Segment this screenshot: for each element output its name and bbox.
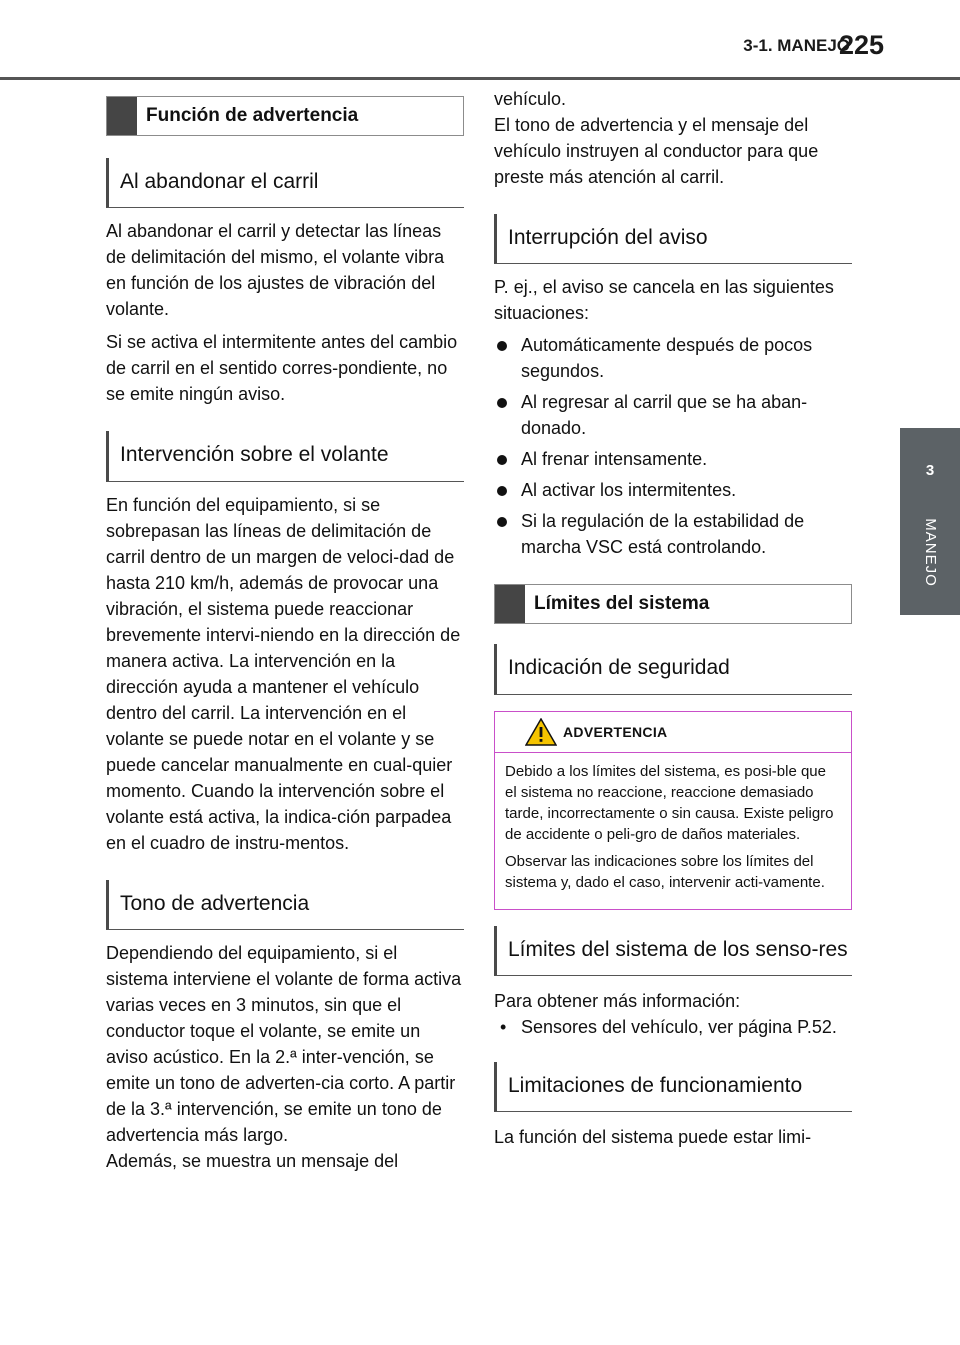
subheading-interrupcion: Interrupción del aviso (494, 214, 852, 264)
warning-body (495, 753, 851, 909)
subheading-seguridad: Indicación de seguridad (494, 644, 852, 694)
section-heading-title: Función de advertencia (146, 105, 359, 126)
bullet-dot-icon: • (500, 1016, 507, 1037)
list-item: Automáticamente después de pocos segundos. (494, 332, 852, 384)
subheading-tono: Tono de advertencia (106, 880, 464, 930)
warning-header (495, 712, 851, 753)
chapter-tab-label: MANEJO (921, 518, 939, 587)
heading-bar (107, 97, 137, 135)
paragraph: P. ej., el aviso se cancela en las siguientes situaciones: (494, 277, 834, 324)
bullet-dot-icon (497, 486, 507, 496)
paragraph: El tono de advertencia y el mensaje del vehículo instruyen al conductor para que preste más atención al carril. (494, 115, 819, 187)
bullet-list (494, 332, 852, 560)
left-column (106, 96, 464, 1174)
warning-paragraph: Debido a los límites del sistema, es posi-ble que el sistema no reaccione, reaccione demasiado tarde, incorrectamente o sin causa. Existe peligro de accidente o peli-gro de daños materiales. (505, 762, 834, 843)
chapter-tab-number: 3 (925, 462, 935, 479)
section-title: 3-1. MANEJO (743, 36, 850, 55)
bullet-dot-icon (497, 517, 507, 527)
paragraph: Además, se muestra un mensaje del (106, 1150, 399, 1171)
warning-triangle-icon (525, 718, 557, 746)
paragraph: Dependiendo del equipamiento, si el sistema interviene el volante de forma activa varias veces en 3 minutos, sin que el conductor toque el volante, se emite un aviso acústico. En la 2.ª inter-vención, se emite un tono de adverten-cia corto. A partir de la 3.ª intervención, se emite un tono de advertencia más largo. (106, 942, 462, 1145)
subheading-sensores: Límites del sistema de los senso-res (494, 926, 852, 976)
subheading-abandonar: Al abandonar el carril (106, 158, 464, 208)
list-item: • Sensores del vehículo, ver página P.52. (494, 1014, 852, 1040)
warning-title: ADVERTENCIA (563, 723, 668, 740)
right-column (494, 86, 852, 1150)
paragraph: vehículo. (494, 89, 567, 109)
bullet-dot-icon (497, 455, 507, 465)
subheading-limitaciones: Limitaciones de funcionamiento (494, 1062, 852, 1112)
section-heading-box (106, 96, 464, 136)
section-heading-title: Límites del sistema (534, 593, 710, 615)
warning-box (494, 711, 852, 910)
heading-bar (495, 585, 525, 623)
header-divider (0, 77, 960, 80)
paragraph: En función del equipamiento, si se sobrepasan las líneas de delimitación de carril dentro de un margen de veloci-dad de hasta 210 km/h, además de provocar una vibración, el sistema puede reaccionar brevemente intervi-niendo en la dirección de manera activa. La intervención en la dirección ayuda a mantener el vehículo dentro del carril. La intervención en el volante se puede notar en el volante y se puede cancelar manualmente en cual-quier momento. Cuando la intervención sobre el volante está activa, la indica-ción parpadea en el cuadro de instru-mentos. (106, 494, 461, 853)
bullet-dot-icon (497, 341, 507, 351)
paragraph: Para obtener más información: (494, 990, 741, 1011)
list-item: Si la regulación de la estabilidad de marcha VSC está controlando. (494, 508, 852, 560)
bullet-dot-icon (497, 398, 507, 408)
chapter-tab-label-wrap (900, 490, 960, 615)
list-item: Al activar los intermitentes. (494, 477, 852, 503)
paragraph: Al abandonar el carril y detectar las líneas de delimitación del mismo, el volante vibra en función de los ajustes de vibración del volante. (106, 221, 445, 320)
subheading-intervencion: Intervención sobre el volante (106, 431, 464, 481)
list-item: Al frenar intensamente. (494, 446, 852, 472)
paragraph: La función del sistema puede estar limi- (494, 1127, 812, 1148)
list-item: Al regresar al carril que se ha aban-donado. (494, 389, 852, 441)
section-heading-box (494, 584, 852, 624)
page-number: 225 (838, 30, 884, 60)
paragraph: Si se activa el intermitente antes del cambio de carril en el sentido corres-pondiente, no se emite ningún aviso. (106, 332, 458, 405)
dash-list (494, 1014, 852, 1040)
warning-paragraph: Observar las indicaciones sobre los límites del sistema y, dado el caso, intervenir acti-vamente. (505, 852, 825, 891)
